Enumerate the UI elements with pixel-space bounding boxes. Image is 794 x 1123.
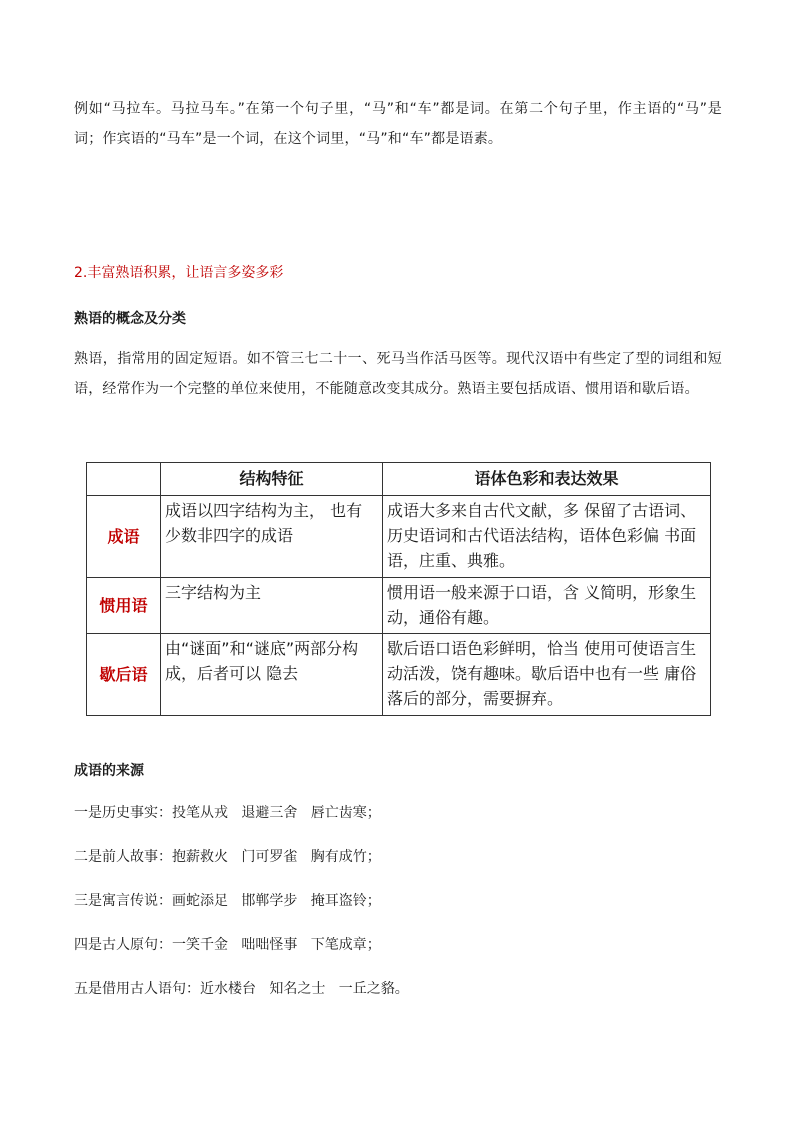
concept-paragraph: 熟语，指常用的固定短语。如不管三七二十一、死马当作活马医等。现代汉语中有些定了型的词组和短语，经常作为一个完整的单位来使用，不能随意改变其成分。熟语主要包括成语、惯用语和歇后语。 xyxy=(74,351,722,397)
table-cell-effect: 成语大多来自古代文献，多 保留了古语词、历史语词和古代语法结构，语体色彩偏 书面语，庄重、典雅。 xyxy=(383,496,711,578)
origin-item: 五是借用古人语句：近水楼台 知名之士 一丘之貉。 xyxy=(74,981,409,997)
intro-paragraph: 例如“马拉车。马拉马车。”在第一个句子里，“马”和“车”都是词。在第二个句子里，作主语的“马”是词；作宾语的“马车”是一个词，在这个词里，“马”和“车”都是语素。 xyxy=(74,101,722,147)
table-cell-structure: 成语以四字结构为主， 也有少数非四字的成语 xyxy=(161,496,383,578)
table-header-empty xyxy=(87,463,161,496)
origin-item: 三是寓言传说：画蛇添足 邯郸学步 掩耳盗铃； xyxy=(74,893,381,909)
table-row xyxy=(87,578,711,634)
table-cell-effect: 惯用语一般来源于口语，含 义简明，形象生动，通俗有趣。 xyxy=(383,578,711,634)
origin-item: 四是古人原句：一笑千金 咄咄怪事 下笔成章； xyxy=(74,937,381,953)
table-header-row xyxy=(87,463,711,496)
table-header-effect: 语体色彩和表达效果 xyxy=(383,463,711,496)
origin-item: 一是历史事实：投笔从戎 退避三舍 唇亡齿寒； xyxy=(74,805,381,821)
table-cell-structure: 三字结构为主 xyxy=(161,578,383,634)
table-row xyxy=(87,634,711,716)
table-cell-type: 歇后语 xyxy=(87,634,161,716)
table-row xyxy=(87,496,711,578)
table-cell-structure: 由“谜面”和“谜底”两部分构成，后者可以 隐去 xyxy=(161,634,383,716)
origin-item: 二是前人故事：抱薪救火 门可罗雀 胸有成竹； xyxy=(74,849,381,865)
table-cell-type: 成语 xyxy=(87,496,161,578)
table-header-structure: 结构特征 xyxy=(161,463,383,496)
table-cell-type: 惯用语 xyxy=(87,578,161,634)
concept-heading: 熟语的概念及分类 xyxy=(74,311,186,327)
section-heading: 2.丰富熟语积累，让语言多姿多彩 xyxy=(74,265,284,281)
idiom-category-table xyxy=(86,462,711,716)
origin-heading: 成语的来源 xyxy=(74,763,144,779)
table-cell-effect: 歇后语口语色彩鲜明，恰当 使用可使语言生动活泼，饶有趣味。歇后语中也有一些 庸俗落后的部分，需要摒弃。 xyxy=(383,634,711,716)
